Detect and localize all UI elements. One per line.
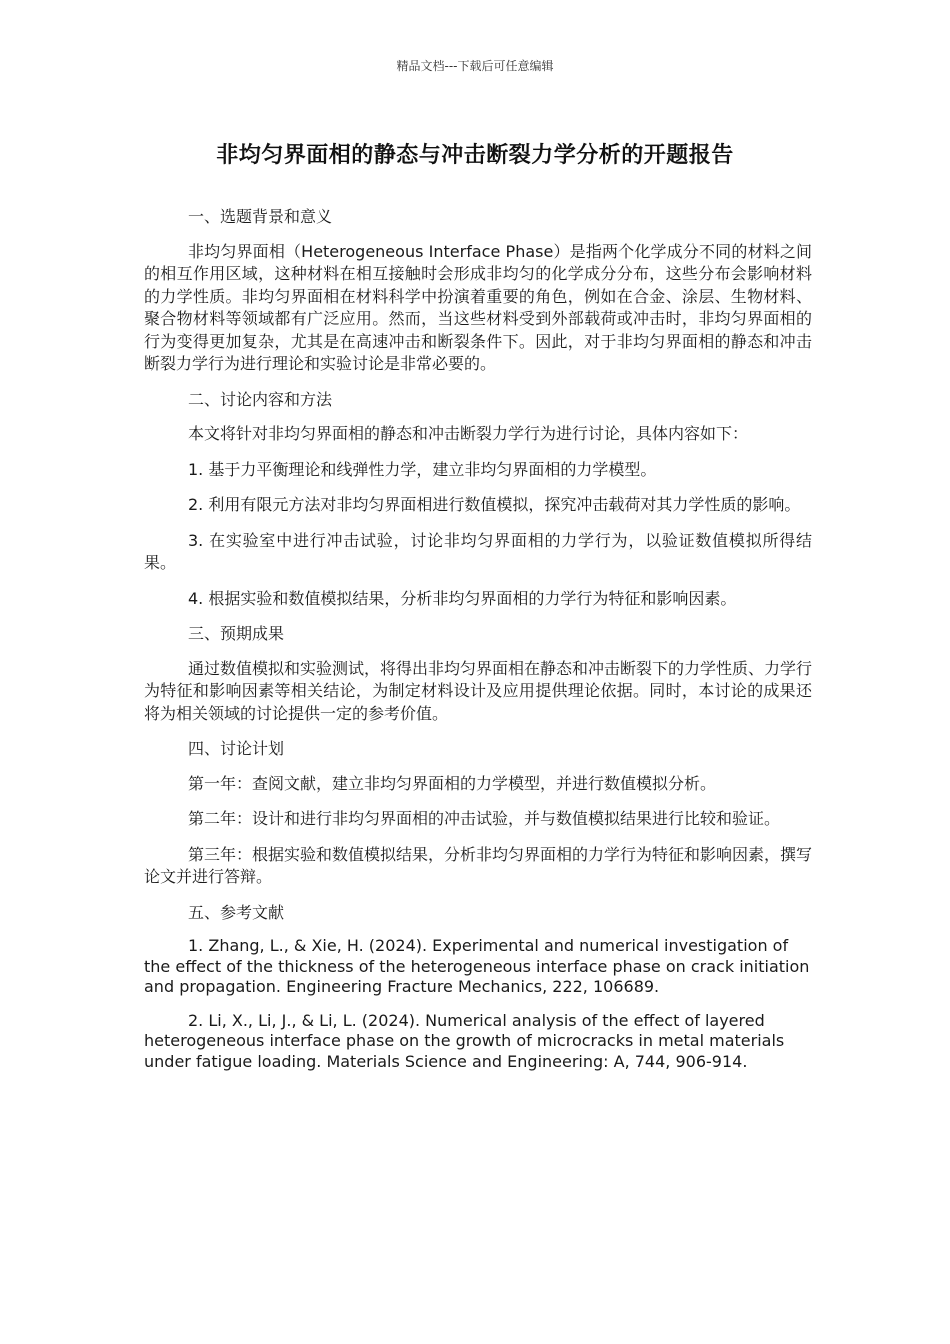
header-note: 精品文档---下载后可任意编辑 <box>396 59 554 73</box>
plan-item: 第三年：根据实验和数值模拟结果，分析非均匀界面相的力学行为特征和影响因素，撰写论文并进行答辩。 <box>144 844 813 886</box>
methods-item: 1. 基于力平衡理论和线弹性力学，建立非均匀界面相的力学模型。 <box>188 459 657 479</box>
section-heading-plan: 四、讨论计划 <box>188 739 285 758</box>
document-title: 非均匀界面相的静态与冲击断裂力学分析的开题报告 <box>216 143 734 168</box>
section-heading-background: 一、选题背景和意义 <box>188 207 333 226</box>
plan-item: 第一年：查阅文献，建立非均匀界面相的力学模型，并进行数值模拟分析。 <box>188 773 717 793</box>
reference-item: 1. Zhang, L., & Xie, H. (2024). Experimental and numerical investigation of the effect of the thickness of the heterogeneous interface phase on crack initiation and propagation. Engineering Fracture Mechanics, 222, 106689. <box>144 936 810 996</box>
document-body <box>144 206 812 1085</box>
section-heading-results: 三、预期成果 <box>188 624 285 643</box>
background-paragraph: 非均匀界面相（Heterogeneous Interface Phase）是指两个化学成分不同的材料之间的相互作用区域，这种材料在相互接触时会形成非均匀的化学成分分布，这些分布会影响材料的力学性质。非均匀界面相在材料科学中扮演着重要的角色，例如在合金、涂层、生物材料、聚合物材料等领域都有广泛应用。然而，当这些材料受到外部载荷或冲击时，非均匀界面相的行为变得更加复杂，尤其是在高速冲击和断裂条件下。因此，对于非均匀界面相的静态和冲击断裂力学行为进行理论和实验讨论是非常必要的。 <box>144 241 812 373</box>
section-heading-references: 五、参考文献 <box>188 902 285 922</box>
plan-item: 第二年：设计和进行非均匀界面相的冲击试验，并与数值模拟结果进行比较和验证。 <box>188 809 781 828</box>
methods-item: 2. 利用有限元方法对非均匀界面相进行数值模拟，探究冲击载荷对其力学性质的影响。 <box>188 495 801 514</box>
section-heading-methods: 二、讨论内容和方法 <box>188 389 333 409</box>
reference-item: 2. Li, X., Li, J., & Li, L. (2024). Numerical analysis of the effect of layered heterogeneous interface phase on the growth of microcracks in metal materials under fatigue loading. Materials Science and Engineering: A, 744, 906-914. <box>144 1010 785 1071</box>
methods-item: 3. 在实验室中进行冲击试验，讨论非均匀界面相的力学行为，以验证数值模拟所得结果。 <box>144 530 812 572</box>
methods-item: 4. 根据实验和数值模拟结果，分析非均匀界面相的力学行为特征和影响因素。 <box>188 588 737 608</box>
methods-intro: 本文将针对非均匀界面相的静态和冲击断裂力学行为进行讨论，具体内容如下： <box>188 424 749 443</box>
results-paragraph: 通过数值模拟和实验测试，将得出非均匀界面相在静态和冲击断裂下的力学性质、力学行为特征和影响因素等相关结论，为制定材料设计及应用提供理论依据。同时，本讨论的成果还将为相关领域的讨论提供一定的参考价值。 <box>144 658 813 723</box>
